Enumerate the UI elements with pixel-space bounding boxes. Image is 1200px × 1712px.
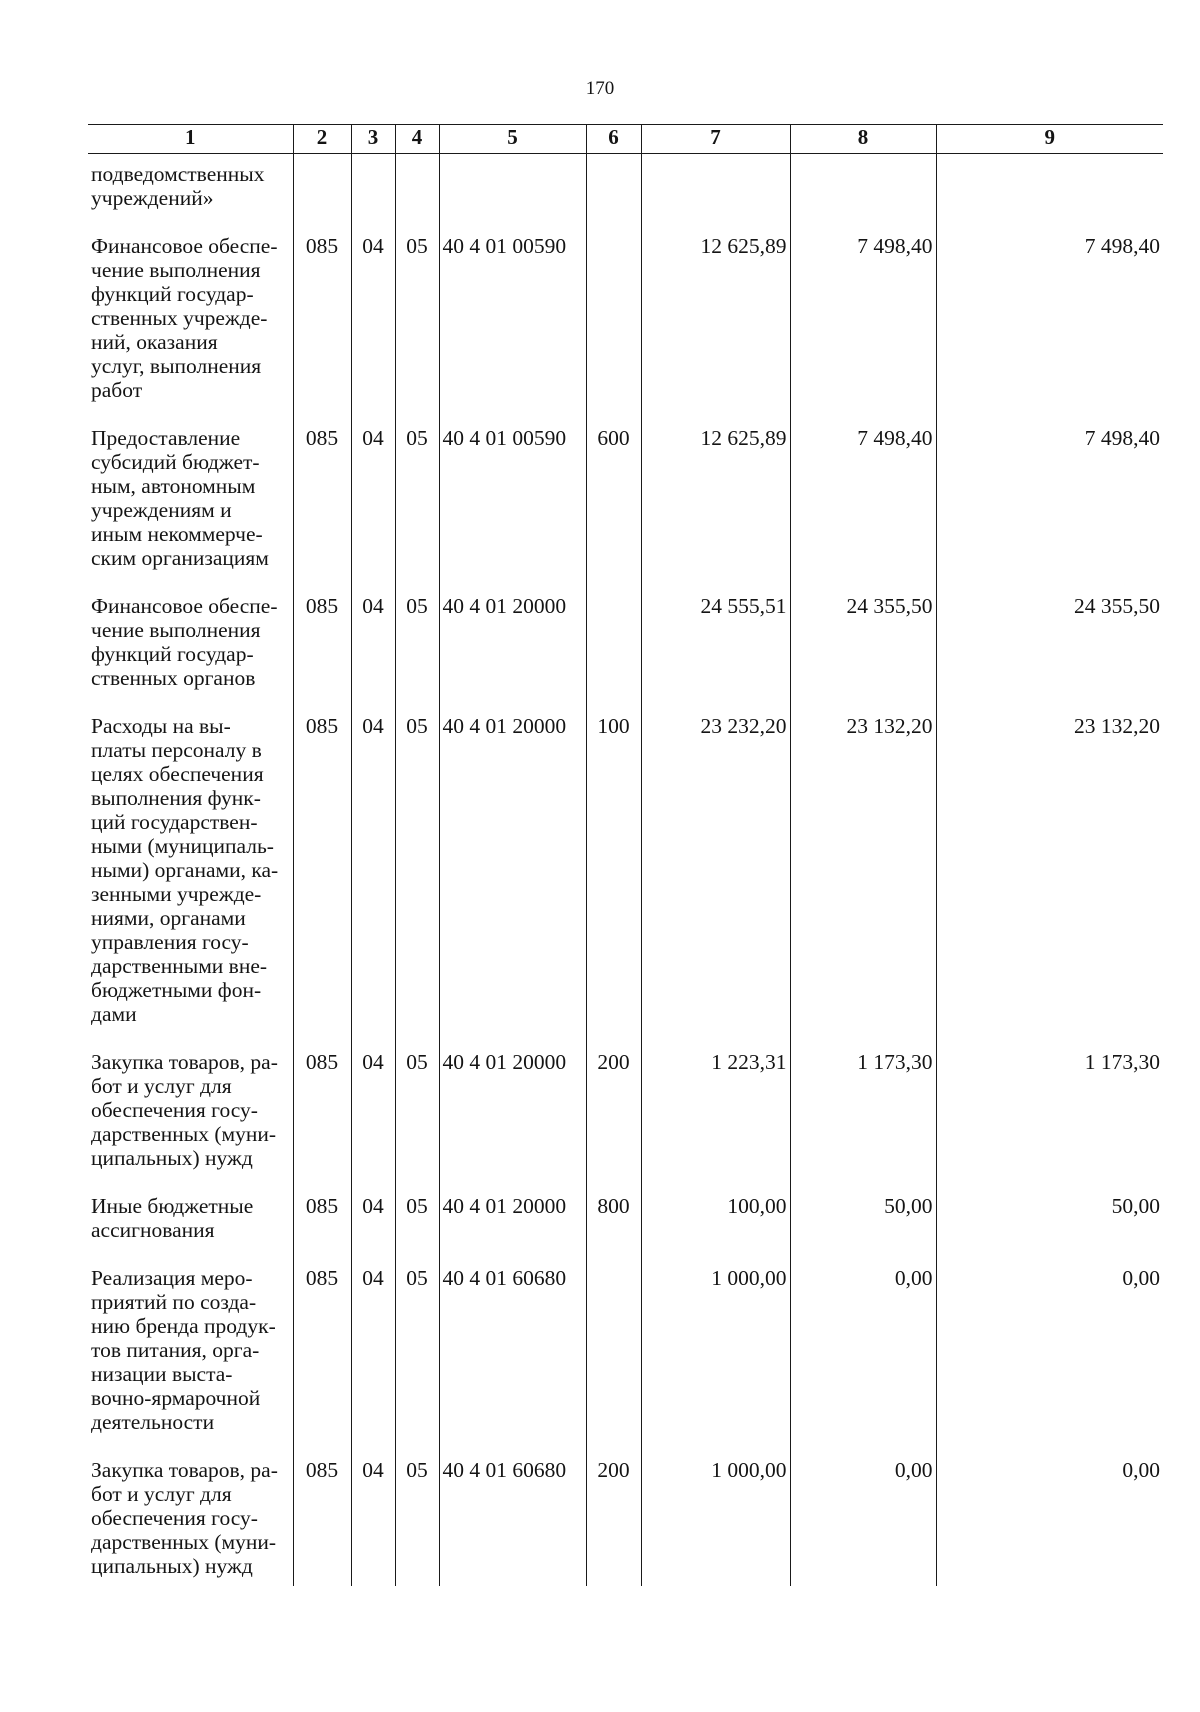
header-cell: 5 (439, 125, 586, 154)
amount-col-8: 0,00 (790, 1458, 936, 1586)
admin-code: 085 (293, 1194, 351, 1266)
subsection-code: 05 (395, 1266, 439, 1458)
admin-code: 085 (293, 714, 351, 1050)
amount-col-9: 50,00 (936, 1194, 1163, 1266)
item-name-text: Закупка товаров, ра- бот и услуг для обеспечения госу- дарственных (муни- ципальных) нужд (91, 1050, 278, 1170)
amount-col-7: 1 000,00 (641, 1458, 790, 1586)
expense-type-code (586, 1266, 641, 1458)
admin-code: 085 (293, 1050, 351, 1194)
table-row (88, 234, 1163, 426)
item-name (88, 234, 293, 426)
budget-table (88, 124, 1163, 1586)
amount-col-9: 1 173,30 (936, 1050, 1163, 1194)
amount-col-8: 0,00 (790, 1266, 936, 1458)
admin-code: 085 (293, 594, 351, 714)
admin-code: 085 (293, 1458, 351, 1586)
item-name-text: Предоставление субсидий бюджет- ным, автономным учреждениям и иным некоммерче- ским организациям (91, 426, 269, 570)
header-cell: 3 (351, 125, 395, 154)
amount-col-7 (641, 154, 790, 235)
table-row (88, 1458, 1163, 1586)
admin-code: 085 (293, 426, 351, 594)
table-row (88, 1266, 1163, 1458)
amount-col-7: 1 223,31 (641, 1050, 790, 1194)
amount-col-9: 7 498,40 (936, 234, 1163, 426)
header-cell: 7 (641, 125, 790, 154)
target-article-code: 40 4 01 20000 (439, 1194, 586, 1266)
header-cell: 4 (395, 125, 439, 154)
header-cell: 9 (936, 125, 1163, 154)
subsection-code (395, 154, 439, 235)
subsection-code: 05 (395, 234, 439, 426)
section-code: 04 (351, 594, 395, 714)
header-cell: 2 (293, 125, 351, 154)
header-cell: 6 (586, 125, 641, 154)
admin-code: 085 (293, 234, 351, 426)
amount-col-8: 1 173,30 (790, 1050, 936, 1194)
item-name-text: Иные бюджетные ассигнования (91, 1194, 254, 1242)
expense-type-code (586, 234, 641, 426)
amount-col-7: 12 625,89 (641, 234, 790, 426)
table-row (88, 1194, 1163, 1266)
expense-type-code (586, 594, 641, 714)
header-cell: 1 (88, 125, 293, 154)
item-name (88, 1050, 293, 1194)
section-code: 04 (351, 1266, 395, 1458)
target-article-code: 40 4 01 20000 (439, 1050, 586, 1194)
subsection-code: 05 (395, 714, 439, 1050)
item-name (88, 1458, 293, 1586)
item-name-text: Закупка товаров, ра- бот и услуг для обеспечения госу- дарственных (муни- ципальных) нужд (91, 1458, 278, 1578)
table-row (88, 154, 1163, 235)
subsection-code: 05 (395, 594, 439, 714)
section-code: 04 (351, 1050, 395, 1194)
item-name-text: Финансовое обеспе- чение выполнения функций государ- ственных органов (91, 594, 278, 690)
admin-code (293, 154, 351, 235)
expense-type-code: 800 (586, 1194, 641, 1266)
amount-col-9: 0,00 (936, 1266, 1163, 1458)
item-name (88, 154, 293, 235)
amount-col-8: 7 498,40 (790, 426, 936, 594)
table-row (88, 426, 1163, 594)
amount-col-8: 23 132,20 (790, 714, 936, 1050)
subsection-code: 05 (395, 1050, 439, 1194)
target-article-code: 40 4 01 00590 (439, 234, 586, 426)
expense-type-code (586, 154, 641, 235)
item-name (88, 594, 293, 714)
subsection-code: 05 (395, 1194, 439, 1266)
section-code: 04 (351, 1194, 395, 1266)
expense-type-code: 100 (586, 714, 641, 1050)
subsection-code: 05 (395, 426, 439, 594)
table-row (88, 594, 1163, 714)
amount-col-8 (790, 154, 936, 235)
target-article-code: 40 4 01 20000 (439, 714, 586, 1050)
expense-type-code: 600 (586, 426, 641, 594)
section-code: 04 (351, 234, 395, 426)
table-row (88, 1050, 1163, 1194)
amount-col-9 (936, 154, 1163, 235)
item-name-text: Реализация меро- приятий по созда- нию бренда продук- тов питания, орга- низации выста- вочно-ярмарочной деятельности (91, 1266, 276, 1434)
item-name (88, 714, 293, 1050)
section-code: 04 (351, 1458, 395, 1586)
section-code (351, 154, 395, 235)
item-name (88, 1266, 293, 1458)
section-code: 04 (351, 714, 395, 1050)
header-row (88, 125, 1163, 154)
header-cell: 8 (790, 125, 936, 154)
amount-col-9: 23 132,20 (936, 714, 1163, 1050)
amount-col-9: 0,00 (936, 1458, 1163, 1586)
amount-col-7: 100,00 (641, 1194, 790, 1266)
item-name-text: Финансовое обеспе- чение выполнения функций государ- ственных учрежде- ний, оказания услуг, выполнения работ (91, 234, 278, 402)
expense-type-code: 200 (586, 1458, 641, 1586)
target-article-code: 40 4 01 60680 (439, 1458, 586, 1586)
expense-type-code: 200 (586, 1050, 641, 1194)
amount-col-9: 7 498,40 (936, 426, 1163, 594)
item-name-text: Расходы на вы- платы персоналу в целях обеспечения выполнения функ- ций государствен- ными (муниципаль- ными) органами, ка- зенными учрежде- ниями, органами управления госу- дарственными вне- бюджетными фон- дами (91, 714, 279, 1026)
amount-col-8: 24 355,50 (790, 594, 936, 714)
amount-col-7: 1 000,00 (641, 1266, 790, 1458)
item-name (88, 1194, 293, 1266)
section-code: 04 (351, 426, 395, 594)
target-article-code (439, 154, 586, 235)
amount-col-9: 24 355,50 (936, 594, 1163, 714)
page-number: 170 (585, 78, 615, 99)
amount-col-7: 12 625,89 (641, 426, 790, 594)
subsection-code: 05 (395, 1458, 439, 1586)
amount-col-7: 23 232,20 (641, 714, 790, 1050)
target-article-code: 40 4 01 20000 (439, 594, 586, 714)
item-name-text: подведомственных учреждений» (91, 162, 265, 210)
admin-code: 085 (293, 1266, 351, 1458)
target-article-code: 40 4 01 00590 (439, 426, 586, 594)
item-name (88, 426, 293, 594)
amount-col-7: 24 555,51 (641, 594, 790, 714)
amount-col-8: 50,00 (790, 1194, 936, 1266)
table-row (88, 714, 1163, 1050)
amount-col-8: 7 498,40 (790, 234, 936, 426)
target-article-code: 40 4 01 60680 (439, 1266, 586, 1458)
